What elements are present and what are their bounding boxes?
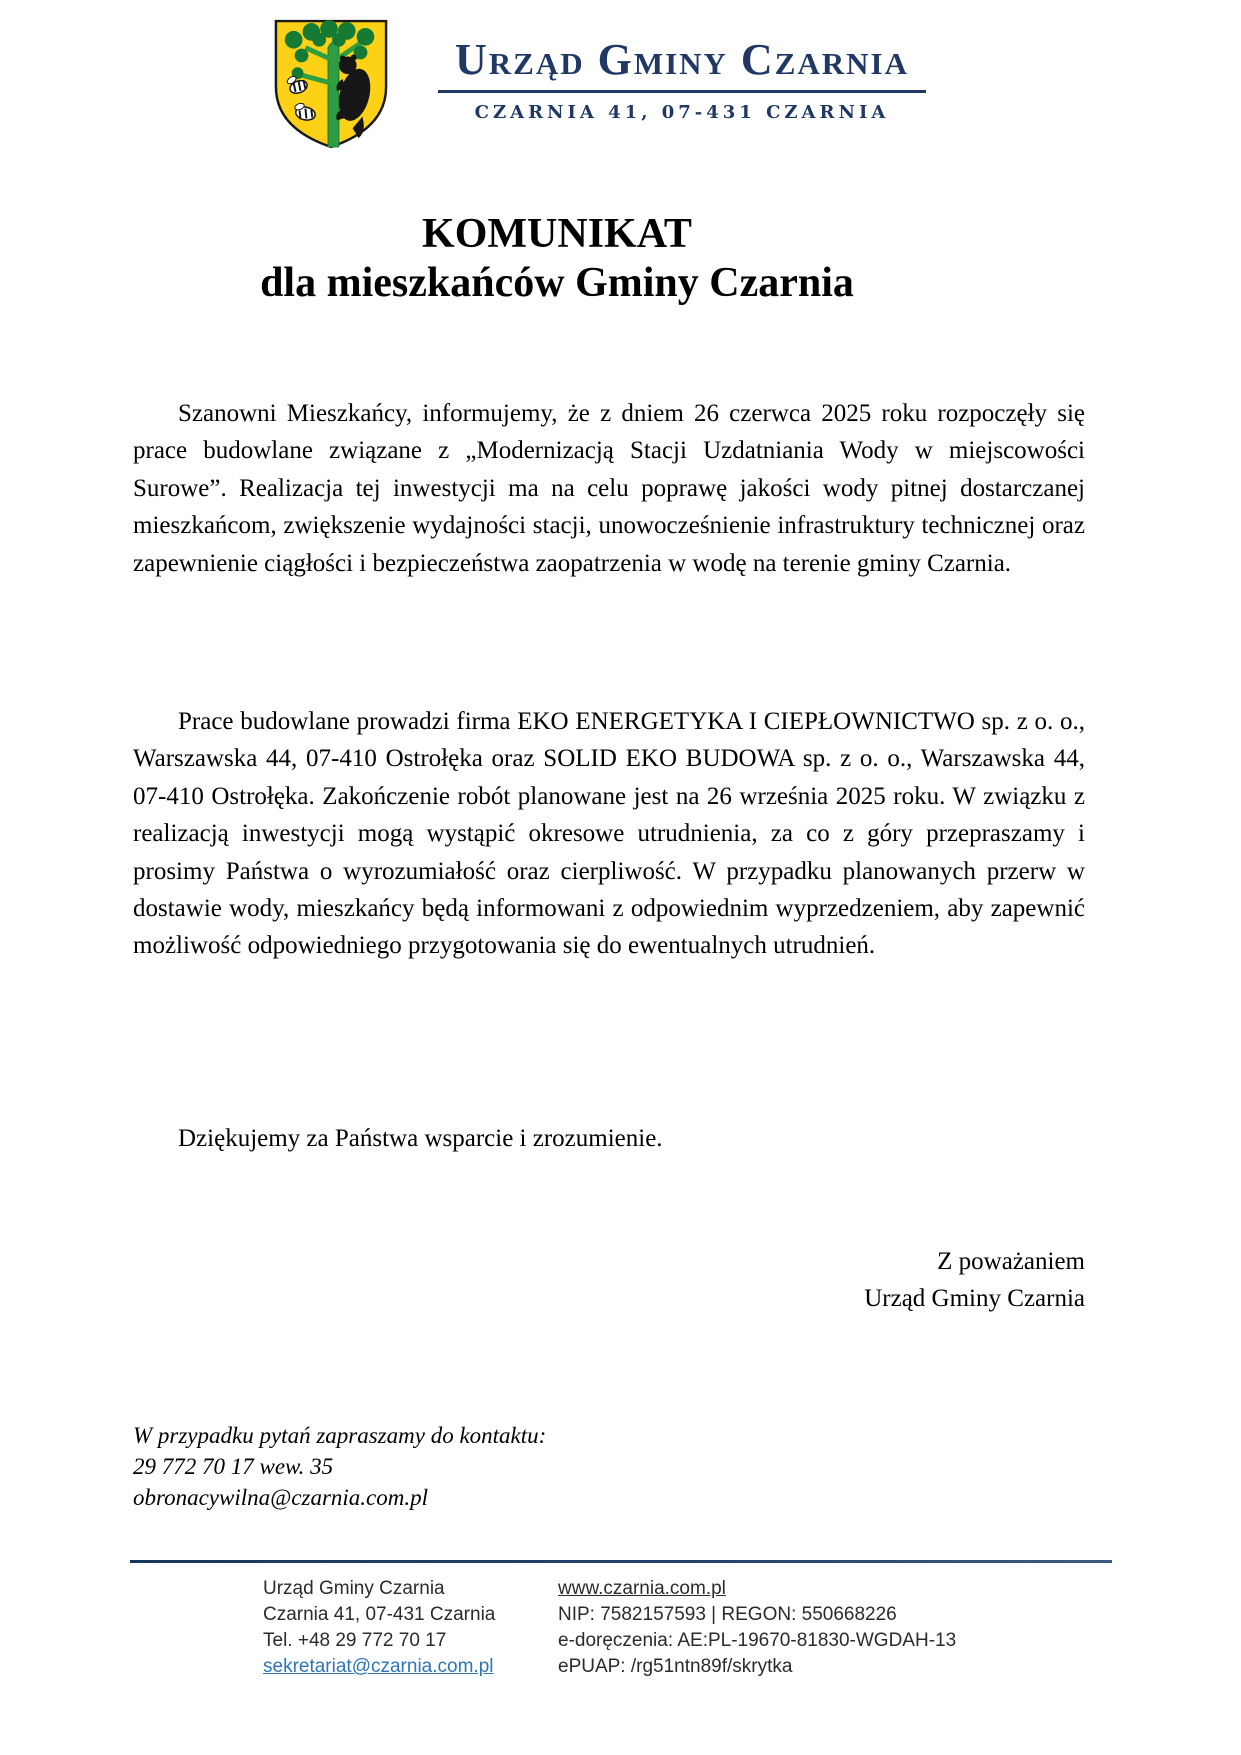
signature-org: Urząd Gminy Czarnia — [864, 1285, 1085, 1313]
letterhead — [272, 18, 940, 150]
footer — [130, 1576, 1112, 1680]
footer-org-address: Czarnia 41, 07-431 Czarnia — [263, 1604, 496, 1625]
contact-note-email: obronacywilna@czarnia.com.pl — [133, 1485, 429, 1510]
header-divider — [438, 90, 926, 93]
footer-phone: Tel. +48 29 772 70 17 — [263, 1630, 447, 1651]
title-line-2: dla mieszkańców Gminy Czarnia — [260, 260, 854, 306]
title-line-1: KOMUNIKAT — [422, 211, 692, 257]
signature-closing: Z poważaniem — [937, 1248, 1085, 1275]
document-title — [133, 210, 981, 308]
footer-nip-regon: NIP: 7582157593 | REGON: 550668226 — [558, 1604, 897, 1625]
footer-epuap: ePUAP: /rg51ntn89f/skrytka — [558, 1656, 793, 1677]
footer-org-name: Urząd Gminy Czarnia — [263, 1578, 445, 1599]
org-address: CZARNIA 41, 07-431 CZARNIA — [474, 102, 890, 123]
org-name: Urząd Gminy Czarnia — [454, 35, 909, 84]
footer-left-column — [263, 1576, 553, 1680]
contact-note — [133, 1420, 833, 1513]
footer-right-column — [558, 1576, 956, 1680]
paragraph-thanks: Dziękujemy za Państwa wsparcie i zrozumienie. — [178, 1125, 663, 1152]
paragraph-intro: Szanowni Mieszkańcy, informujemy, że z dniem 26 czerwca 2025 roku rozpoczęły się prace budowlane związane z „Modernizacją Stacji Uzdatniania Wody w miejscowości Surowe”. Realizacja tej inwestycji ma na celu poprawę jakości wody pitnej dostarczanej mieszkańcom, zwiększenie wydajności stacji, unowocześnienie infrastruktury technicznej oraz zapewnienie ciągłości i bezpieczeństwa zaopatrzenia w wodę na terenie gminy Czarnia. — [133, 400, 1085, 577]
paragraph-details: Prace budowlane prowadzi firma EKO ENERGETYKA I CIEPŁOWNICTWO sp. z o. o., Warszawska 44, 07-410 Ostrołęka oraz SOLID EKO BUDOWA sp. z o. o., Warszawska 44, 07-410 Ostrołęka. Zakończenie robót planowane jest na 26 września 2025 roku. W związku z realizacją inwestycji mogą wystąpić okresowe utrudnienia, za co z góry przepraszamy i prosimy Państwa o wyrozumiałość oraz cierpliwość. W przypadku planowanych przerw w dostawie wody, mieszkańcy będą informowani z odpowiednim wyprzedzeniem, aby zapewnić możliwość odpowiedniego przygotowania się do ewentualnych utrudnień. — [133, 708, 1085, 960]
footer-email-link[interactable]: sekretariat@czarnia.com.pl — [263, 1656, 494, 1677]
letterhead-text — [424, 18, 940, 123]
footer-website-link[interactable]: www.czarnia.com.pl — [558, 1578, 726, 1599]
contact-note-heading: W przypadku pytań zapraszamy do kontaktu: — [133, 1423, 547, 1448]
signature-block — [133, 1243, 1085, 1318]
footer-divider — [130, 1560, 1112, 1563]
contact-note-phone: 29 772 70 17 wew. 35 — [133, 1454, 334, 1479]
coat-of-arms-icon — [272, 18, 390, 150]
footer-edelivery: e-doręczenia: AE:PL-19670-81830-WGDAH-13 — [558, 1630, 957, 1651]
